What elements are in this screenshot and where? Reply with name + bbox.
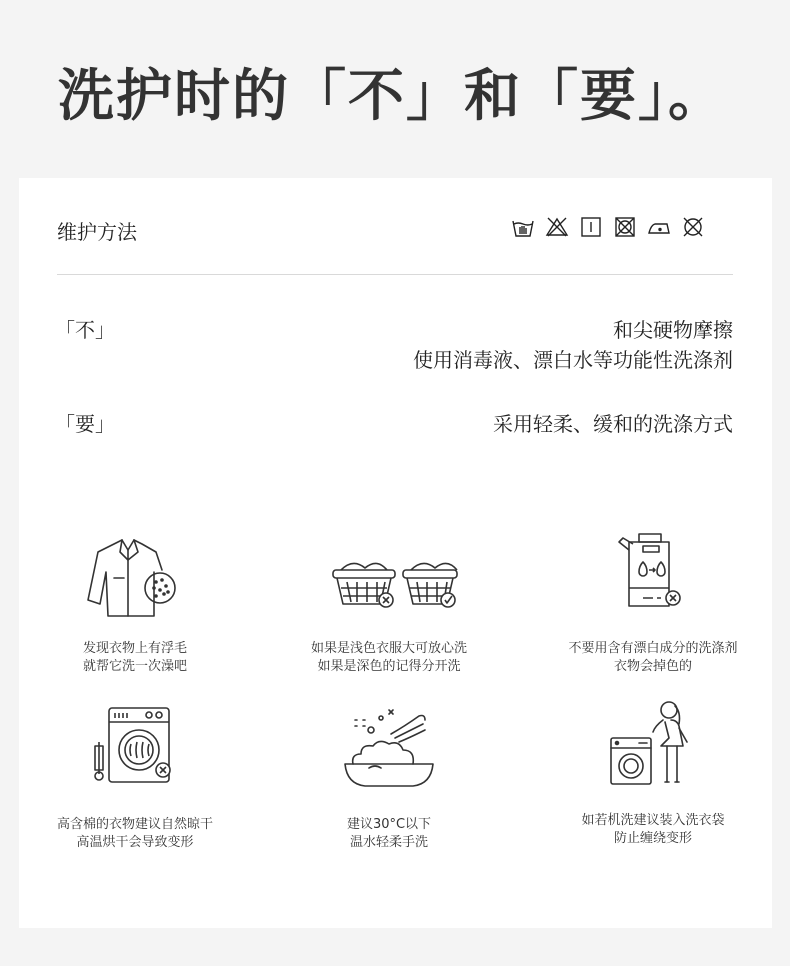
care-symbols [511,215,705,239]
low-iron-icon [647,215,671,239]
no-dryer-icon [85,704,185,794]
hand-wash-icon [511,215,535,239]
tip-card [533,528,773,676]
page-title: 洗护时的「不」和「要」。 [58,64,726,129]
line-dry-icon [579,215,603,239]
dont-rule-2: 使用消毒液、漂白水等功能性洗涤剂 [413,348,733,372]
tip-text: 不要用含有漂白成分的洗涤剂 衣物会掉色的 [568,641,738,674]
no-bleach-icon [545,215,569,239]
care-method-label: 维护方法 [57,220,137,244]
do-rule-1: 采用轻柔、缓和的洗涤方式 [493,412,733,436]
tip-card [533,698,773,848]
no-dry-clean-icon [681,215,705,239]
tip-text: 如若机洗建议装入洗衣袋 防止缠绕变形 [581,813,725,846]
dont-tag: 「不」 [55,318,115,342]
bleach-bottle-icon [603,528,703,620]
person-washing-machine-icon [603,698,703,794]
tip-card [269,704,509,852]
tip-text: 建议30°C以下 温水轻柔手洗 [346,817,432,850]
tip-text: 发现衣物上有浮毛 就帮它洗一次澡吧 [82,641,187,674]
tip-card [15,704,255,852]
divider [57,274,733,275]
do-tag: 「要」 [55,412,115,436]
tip-card [269,530,509,676]
dont-rule-1: 和尖硬物摩擦 [613,318,733,342]
no-tumble-dry-icon [613,215,637,239]
tip-card [15,530,255,676]
shirt-pilling-icon [80,530,190,620]
tip-text: 高含棉的衣物建议自然晾干 高温烘干会导致变形 [56,817,213,850]
care-card [19,178,772,928]
laundry-baskets-icon [319,530,459,620]
hand-washing-basin-icon [329,704,449,794]
tip-text: 如果是浅色衣服大可放心洗 如果是深色的记得分开洗 [310,641,467,674]
